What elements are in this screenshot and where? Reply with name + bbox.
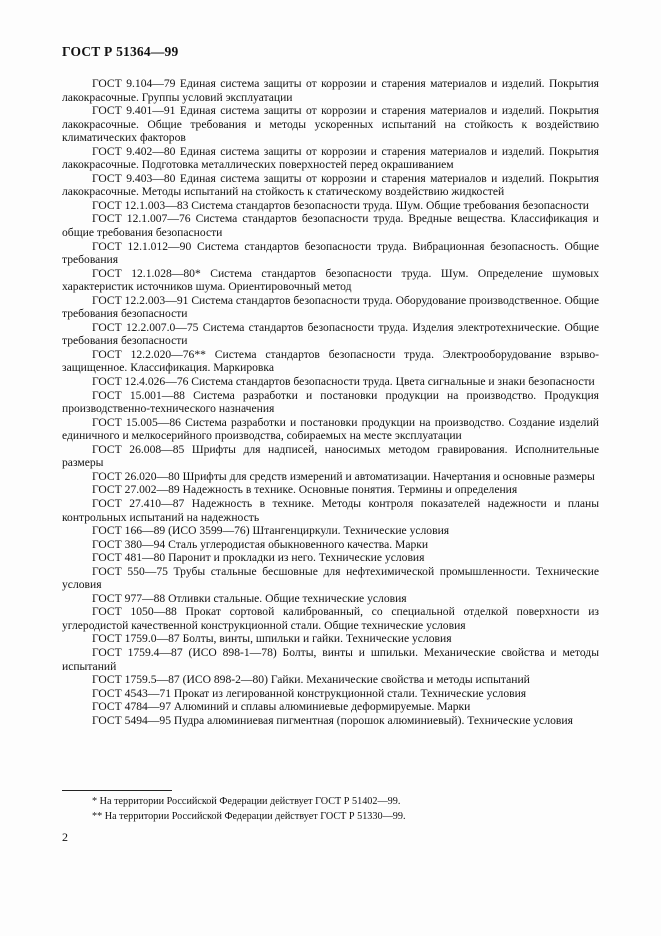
reference-item: ГОСТ 12.1.003—83 Система стандартов безопасности труда. Шум. Общие требования безопасности [92, 198, 590, 212]
reference-item: ГОСТ 9.104—79 Единая система защиты от коррозии и старения материалов и изделий. Покрытия лакокрасочные. Группы условий эксплуатации [62, 77, 599, 104]
reference-item: ГОСТ 4784—97 Алюминий и сплавы алюминиевые деформируемые. Марки [92, 700, 471, 714]
reference-item: ГОСТ 1759.4—87 (ИСО 898-1—78) Болты, винты и шпильки. Механические свойства и методы испытаний [62, 645, 599, 673]
reference-item: ГОСТ 12.4.026—76 Система стандартов безопасности труда. Цвета сигнальные и знаки безопасности [92, 375, 595, 389]
reference-item: ГОСТ 550—75 Трубы стальные бесшовные для нефтехимической промышленности. Технические условия [62, 564, 599, 592]
reference-item: ГОСТ 166—89 (ИСО 3599—76) Штангенциркули. Технические условия [92, 524, 450, 538]
reference-item: ГОСТ 27.002—89 Надежность в технике. Основные понятия. Термины и определения [92, 483, 518, 497]
reference-item: ГОСТ 12.2.003—91 Система стандартов безопасности труда. Оборудование производственное. Общие требования безопасности [62, 293, 599, 321]
reference-item: ГОСТ 12.2.007.0—75 Система стандартов безопасности труда. Изделия электротехнические. Общие требования безопасности [62, 320, 599, 348]
reference-item: ГОСТ 15.001—88 Система разработки и постановки продукции на производство. Продукция производственно-технического назначения [62, 388, 599, 416]
reference-item: ГОСТ 5494—95 Пудра алюминиевая пигментная (порошок алюминиевый). Технические условия [92, 713, 573, 727]
footnote-divider [62, 790, 172, 791]
reference-item: ГОСТ 27.410—87 Надежность в технике. Методы контроля показателей надежности и планы контрольных испытаний на надежность [62, 496, 599, 524]
reference-item: ГОСТ 977—88 Отливки стальные. Общие технические условия [92, 591, 407, 605]
reference-item: ГОСТ 12.1.012—90 Система стандартов безопасности труда. Вибрационная безопасность. Общие требования [62, 239, 599, 267]
footnote-item: ** На территории Российской Федерации действует ГОСТ Р 51330—99. [92, 811, 406, 822]
reference-item: ГОСТ 26.008—85 Шрифты для надписей, наносимых методом гравирования. Исполнительные размеры [62, 442, 599, 470]
footnotes [92, 794, 599, 824]
reference-item: ГОСТ 1759.5—87 (ИСО 898-2—80) Гайки. Механические свойства и методы испытаний [92, 673, 530, 687]
reference-item: ГОСТ 4543—71 Прокат из легированной конструкционной стали. Технические условия [92, 686, 527, 700]
reference-item: ГОСТ 15.005—86 Система разработки и постановки продукции на производство. Создание изделий единичного и мелкосерийного производства, собираемых на месте эксплуатации [62, 415, 599, 443]
reference-item: ГОСТ 9.402—80 Единая система защиты от коррозии и старения материалов и изделий. Покрытия лакокрасочные. Подготовка металлических поверхностей перед окрашиванием [62, 144, 599, 172]
reference-item: ГОСТ 9.403—80 Единая система защиты от коррозии и старения материалов и изделий. Покрытия лакокрасочные. Методы испытаний на стойкость к статическому воздействию жидкостей [62, 171, 599, 199]
footnote-item: * На территории Российской Федерации действует ГОСТ Р 51402—99. [92, 796, 401, 807]
reference-item: ГОСТ 481—80 Паронит и прокладки из него. Технические условия [92, 551, 425, 565]
normative-references-list [62, 77, 599, 727]
reference-item: ГОСТ 26.020—80 Шрифты для средств измерений и автоматизации. Начертания и основные размеры [92, 469, 595, 483]
reference-item: ГОСТ 12.2.020—76** Система стандартов безопасности труда. Электрооборудование взрывозащищенное. Классификация. Маркировка [62, 347, 599, 375]
reference-item: ГОСТ 12.1.028—80* Система стандартов безопасности труда. Шум. Определение шумовых характеристик источников шума. Ориентировочный метод [62, 266, 599, 294]
page-number: 2 [62, 830, 68, 844]
reference-item: ГОСТ 380—94 Сталь углеродистая обыкновенного качества. Марки [92, 537, 429, 551]
document-header: ГОСТ Р 51364—99 [62, 44, 179, 59]
reference-item: ГОСТ 1759.0—87 Болты, винты, шпильки и гайки. Технические условия [92, 632, 452, 646]
reference-item: ГОСТ 9.401—91 Единая система защиты от коррозии и старения материалов и изделий. Покрытия лакокрасочные. Общие требования и методы ускоренных испытаний на стойкость к воздействию климатических факторов [62, 104, 599, 145]
reference-item: ГОСТ 12.1.007—76 Система стандартов безопасности труда. Вредные вещества. Классификация и общие требования безопасности [62, 212, 599, 240]
reference-item: ГОСТ 1050—88 Прокат сортовой калиброванный, со специальной отделкой поверхности из углеродистой качественной конструкционной стали. Общие технические условия [62, 605, 599, 632]
